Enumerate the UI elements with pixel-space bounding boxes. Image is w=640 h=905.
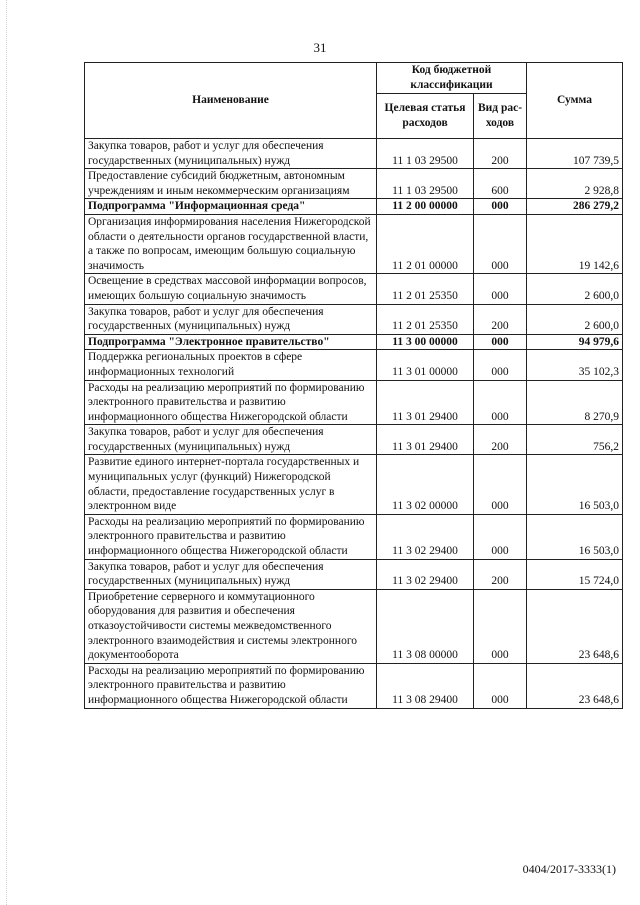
- table-row: [85, 380, 623, 425]
- row-sum: 19 142,6: [527, 214, 623, 273]
- row-name: Расходы на реализацию мероприятий по формированию электронного правительства и развитию информационного общества Нижегородской области: [85, 663, 377, 708]
- row-expense-type: 200: [474, 304, 527, 334]
- row-name: Закупка товаров, работ и услуг для обеспечения государственных (муниципальных) нужд: [85, 425, 377, 455]
- row-expense-type: 200: [474, 559, 527, 589]
- header-code-group: Код бюджетной классификации: [377, 63, 527, 94]
- row-sum: 756,2: [527, 425, 623, 455]
- row-target-code: 11 3 01 29400: [377, 425, 474, 455]
- row-expense-type: 000: [474, 589, 527, 663]
- row-sum: 16 503,0: [527, 514, 623, 559]
- row-sum: 15 724,0: [527, 559, 623, 589]
- row-target-code: 11 1 03 29500: [377, 139, 474, 169]
- row-expense-type: 000: [474, 455, 527, 514]
- document-number: 0404/2017-3333(1): [522, 862, 616, 876]
- table-row: [85, 334, 623, 350]
- row-expense-type: 000: [474, 199, 527, 215]
- table-row: [85, 350, 623, 380]
- row-target-code: 11 1 03 29500: [377, 169, 474, 199]
- row-expense-type: 000: [474, 274, 527, 304]
- row-sum: 35 102,3: [527, 350, 623, 380]
- row-name: Поддержка региональных проектов в сфере информационных технологий: [85, 350, 377, 380]
- table-row: [85, 455, 623, 514]
- row-target-code: 11 3 08 00000: [377, 589, 474, 663]
- page-number: 31: [313, 40, 327, 55]
- row-expense-type: 000: [474, 380, 527, 425]
- row-target-code: 11 3 02 29400: [377, 559, 474, 589]
- row-expense-type: 200: [474, 425, 527, 455]
- row-sum: 16 503,0: [527, 455, 623, 514]
- row-target-code: 11 2 01 25350: [377, 274, 474, 304]
- row-sum: 94 979,6: [527, 334, 623, 350]
- row-target-code: 11 2 01 25350: [377, 304, 474, 334]
- table-row: [85, 169, 623, 199]
- row-name: Закупка товаров, работ и услуг для обеспечения государственных (муниципальных) нужд: [85, 139, 377, 169]
- row-name: Закупка товаров, работ и услуг для обеспечения государственных (муниципальных) нужд: [85, 304, 377, 334]
- table-row: [85, 589, 623, 663]
- row-sum: 2 600,0: [527, 274, 623, 304]
- row-name: Приобретение серверного и коммутационного оборудования для развития и обеспечения отказоустойчивости системы межведомственного электронного взаимодействия и системы электронного документооборота: [85, 589, 377, 663]
- table-row: [85, 514, 623, 559]
- row-target-code: 11 2 01 00000: [377, 214, 474, 273]
- row-target-code: 11 3 02 00000: [377, 455, 474, 514]
- row-sum: 8 270,9: [527, 380, 623, 425]
- budget-table: [84, 62, 623, 709]
- row-sum: 286 279,2: [527, 199, 623, 215]
- row-name: Закупка товаров, работ и услуг для обеспечения государственных (муниципальных) нужд: [85, 559, 377, 589]
- row-name: Предоставление субсидий бюджетным, автономным учреждениям и иным некоммерческим организациям: [85, 169, 377, 199]
- row-name: Организация информирования населения Нижегородской области о деятельности органов государственной власти, а также по вопросам, имеющим большую социальную значимость: [85, 214, 377, 273]
- row-name: Подпрограмма "Информационная среда": [85, 199, 377, 215]
- table-row: [85, 304, 623, 334]
- row-target-code: 11 3 08 29400: [377, 663, 474, 708]
- scan-margin-line: [6, 0, 8, 905]
- table-row: [85, 274, 623, 304]
- budget-rows: [85, 139, 623, 709]
- row-sum: 2 928,8: [527, 169, 623, 199]
- row-expense-type: 000: [474, 514, 527, 559]
- row-sum: 23 648,6: [527, 663, 623, 708]
- header-type: Вид рас-ходов: [474, 94, 527, 139]
- row-sum: 23 648,6: [527, 589, 623, 663]
- row-expense-type: 000: [474, 214, 527, 273]
- row-target-code: 11 2 00 00000: [377, 199, 474, 215]
- row-expense-type: 000: [474, 350, 527, 380]
- table-row: [85, 214, 623, 273]
- row-name: Расходы на реализацию мероприятий по формированию электронного правительства и развитию информационного общества Нижегородской области: [85, 514, 377, 559]
- row-expense-type: 000: [474, 663, 527, 708]
- row-expense-type: 600: [474, 169, 527, 199]
- header-target: Целевая статья расходов: [377, 94, 474, 139]
- row-name: Подпрограмма "Электронное правительство": [85, 334, 377, 350]
- table-row: [85, 663, 623, 708]
- row-target-code: 11 3 02 29400: [377, 514, 474, 559]
- row-sum: 107 739,5: [527, 139, 623, 169]
- table-row: [85, 199, 623, 215]
- row-expense-type: 000: [474, 334, 527, 350]
- row-expense-type: 200: [474, 139, 527, 169]
- table-row: [85, 559, 623, 589]
- row-name: Развитие единого интернет-портала государственных и муниципальных услуг (функций) Нижегородской области, предоставление государственных услуг в электронном виде: [85, 455, 377, 514]
- row-name: Освещение в средствах массовой информации вопросов, имеющих большую социальную значимость: [85, 274, 377, 304]
- row-target-code: 11 3 01 29400: [377, 380, 474, 425]
- row-target-code: 11 3 01 00000: [377, 350, 474, 380]
- header-sum: Сумма: [527, 63, 623, 139]
- row-target-code: 11 3 00 00000: [377, 334, 474, 350]
- row-sum: 2 600,0: [527, 304, 623, 334]
- row-name: Расходы на реализацию мероприятий по формированию электронного правительства и развитию информационного общества Нижегородской области: [85, 380, 377, 425]
- header-name: Наименование: [85, 63, 377, 139]
- table-row: [85, 425, 623, 455]
- table-row: [85, 139, 623, 169]
